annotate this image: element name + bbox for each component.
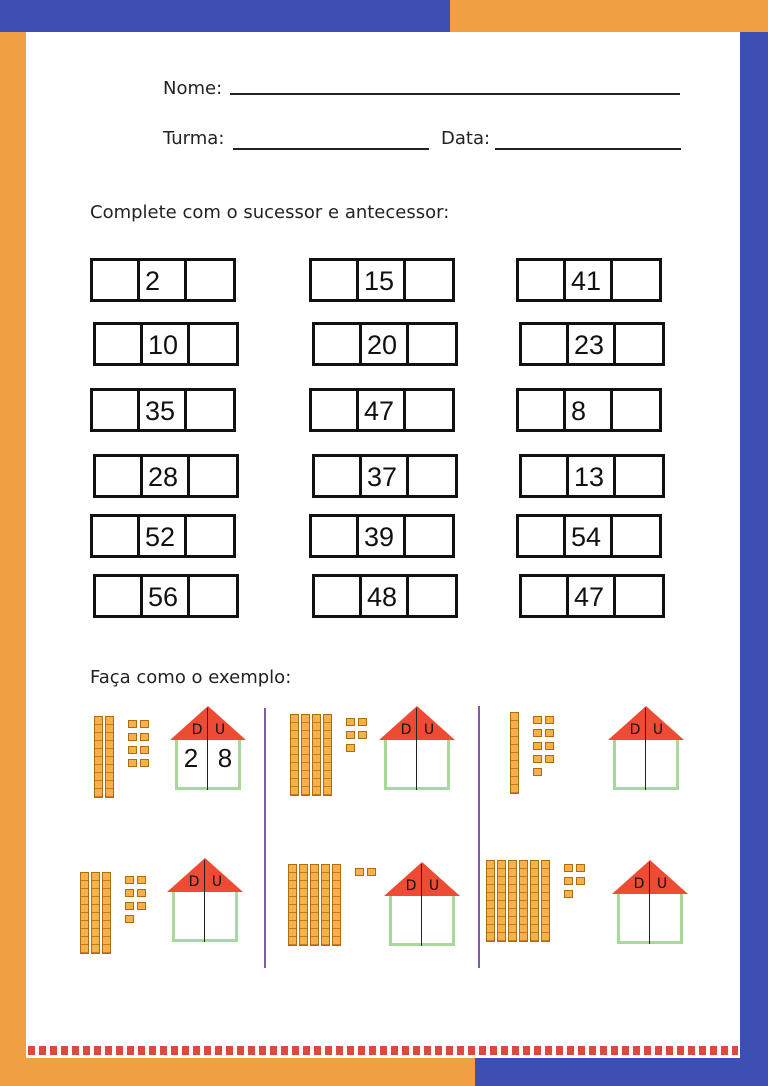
frame-left	[0, 32, 26, 1086]
house-divider	[421, 864, 422, 946]
frame-top-blue	[0, 0, 450, 32]
predecessor-blank[interactable]	[315, 577, 359, 615]
tens-label: D	[400, 722, 412, 738]
ten-rod	[94, 716, 103, 798]
example-instruction: Faça como o exemplo:	[90, 667, 292, 688]
number-box	[309, 258, 455, 302]
successor-blank[interactable]	[190, 457, 236, 495]
given-number: 8	[563, 391, 613, 429]
ten-rod	[290, 714, 299, 796]
successor-blank[interactable]	[406, 391, 452, 429]
units-label: U	[656, 876, 668, 892]
number-box	[519, 454, 665, 498]
units-label: U	[211, 874, 223, 890]
given-number: 37	[359, 457, 409, 495]
given-number: 39	[356, 517, 406, 555]
unit-cube	[128, 746, 137, 754]
ten-rod	[530, 860, 539, 942]
successor-blank[interactable]	[190, 577, 236, 615]
place-value-house	[170, 706, 246, 790]
ten-rod	[519, 860, 528, 942]
place-value-house	[379, 706, 455, 790]
ten-rod	[301, 714, 310, 796]
predecessor-blank[interactable]	[96, 325, 140, 363]
unit-cube	[533, 742, 542, 750]
number-box	[90, 388, 236, 432]
given-number: 35	[137, 391, 187, 429]
unit-cube	[545, 755, 554, 763]
given-number: 47	[566, 577, 616, 615]
number-box	[93, 454, 239, 498]
unit-cube	[140, 720, 149, 728]
ten-rod	[497, 860, 506, 942]
unit-cube	[125, 889, 134, 897]
unit-cube	[128, 759, 137, 767]
house-divider	[645, 708, 646, 790]
successor-blank[interactable]	[616, 577, 662, 615]
given-number: 48	[359, 577, 409, 615]
unit-cube	[346, 744, 355, 752]
unit-cube	[125, 876, 134, 884]
given-number: 52	[137, 517, 187, 555]
example-units-digit: 8	[217, 743, 233, 773]
given-number: 2	[137, 261, 187, 299]
number-box	[519, 322, 665, 366]
unit-cube	[128, 733, 137, 741]
name-field[interactable]	[230, 93, 680, 95]
predecessor-blank[interactable]	[93, 391, 137, 429]
number-box	[312, 574, 458, 618]
class-field[interactable]	[233, 148, 429, 150]
given-number: 23	[566, 325, 616, 363]
successor-blank[interactable]	[187, 517, 233, 555]
ten-rod	[510, 712, 519, 794]
unit-cube	[533, 755, 542, 763]
unit-cube	[128, 720, 137, 728]
house-roof	[384, 862, 460, 896]
unit-cube	[140, 733, 149, 741]
unit-cube	[564, 864, 573, 872]
number-box	[93, 574, 239, 618]
unit-cube	[358, 731, 367, 739]
tens-label: D	[629, 722, 641, 738]
predecessor-blank[interactable]	[93, 261, 137, 299]
house-body[interactable]	[384, 740, 450, 790]
place-value-house	[612, 860, 688, 944]
column-divider-right	[478, 706, 480, 968]
ten-rod	[102, 872, 111, 954]
name-label: Nome:	[163, 78, 223, 99]
number-box	[312, 322, 458, 366]
predecessor-blank[interactable]	[312, 517, 356, 555]
frame-bottom-blue	[475, 1058, 768, 1086]
successor-blank[interactable]	[406, 261, 452, 299]
unit-cube	[533, 768, 542, 776]
unit-cube	[545, 716, 554, 724]
place-value-house	[167, 858, 243, 942]
frame-bottom-orange	[0, 1058, 475, 1086]
predecessor-blank[interactable]	[522, 457, 566, 495]
unit-cube	[137, 889, 146, 897]
number-box	[90, 258, 236, 302]
successor-blank[interactable]	[613, 261, 659, 299]
unit-cube	[140, 759, 149, 767]
predecessor-blank[interactable]	[519, 391, 563, 429]
given-number: 15	[356, 261, 406, 299]
tens-label: D	[188, 874, 200, 890]
date-field[interactable]	[495, 148, 681, 150]
house-roof	[379, 706, 455, 740]
house-body[interactable]	[389, 896, 455, 946]
frame-right	[740, 32, 768, 1086]
ten-rod	[80, 872, 89, 954]
unit-cube	[355, 868, 364, 876]
house-body[interactable]	[617, 894, 683, 944]
predecessor-blank[interactable]	[315, 457, 359, 495]
ten-rod	[541, 860, 550, 942]
unit-cube	[545, 729, 554, 737]
unit-cube	[533, 716, 542, 724]
predecessor-blank[interactable]	[96, 457, 140, 495]
predecessor-blank[interactable]	[522, 325, 566, 363]
predecessor-blank[interactable]	[519, 261, 563, 299]
ten-rod	[312, 714, 321, 796]
ten-rod	[310, 864, 319, 946]
given-number: 20	[359, 325, 409, 363]
number-box	[309, 514, 455, 558]
unit-cube	[545, 742, 554, 750]
frame-top-orange	[450, 0, 768, 32]
successor-blank[interactable]	[190, 325, 236, 363]
successor-blank[interactable]	[409, 325, 455, 363]
predecessor-blank[interactable]	[93, 517, 137, 555]
predecessor-blank[interactable]	[312, 391, 356, 429]
given-number: 56	[140, 577, 190, 615]
given-number: 13	[566, 457, 616, 495]
date-label: Data:	[441, 128, 491, 149]
predecessor-blank[interactable]	[522, 577, 566, 615]
unit-cube	[358, 718, 367, 726]
place-value-house	[384, 862, 460, 946]
ten-rod	[299, 864, 308, 946]
predecessor-blank[interactable]	[519, 517, 563, 555]
unit-cube	[533, 729, 542, 737]
tens-label: D	[405, 878, 417, 894]
number-box	[309, 388, 455, 432]
number-box	[312, 454, 458, 498]
house-divider	[416, 708, 417, 790]
units-label: U	[428, 878, 440, 894]
ten-rod	[332, 864, 341, 946]
given-number: 54	[563, 517, 613, 555]
successor-predecessor-instruction: Complete com o sucessor e antecessor:	[90, 202, 450, 223]
number-box	[519, 574, 665, 618]
unit-cube	[137, 902, 146, 910]
place-value-house	[608, 706, 684, 790]
number-box	[93, 322, 239, 366]
predecessor-blank[interactable]	[96, 577, 140, 615]
ten-rod	[288, 864, 297, 946]
successor-blank[interactable]	[613, 517, 659, 555]
tens-label: D	[191, 722, 203, 738]
predecessor-blank[interactable]	[312, 261, 356, 299]
number-box	[516, 388, 662, 432]
class-label: Turma:	[163, 128, 225, 149]
predecessor-blank[interactable]	[315, 325, 359, 363]
house-roof	[612, 860, 688, 894]
given-number: 47	[356, 391, 406, 429]
ten-rod	[105, 716, 114, 798]
successor-blank[interactable]	[409, 457, 455, 495]
unit-cube	[140, 746, 149, 754]
number-box	[516, 514, 662, 558]
successor-blank[interactable]	[616, 325, 662, 363]
given-number: 10	[140, 325, 190, 363]
ten-rod	[323, 714, 332, 796]
house-roof	[167, 858, 243, 892]
number-box	[516, 258, 662, 302]
unit-cube	[576, 864, 585, 872]
unit-cube	[564, 890, 573, 898]
house-body[interactable]	[172, 892, 238, 942]
successor-blank[interactable]	[409, 577, 455, 615]
unit-cube	[125, 915, 134, 923]
house-roof	[170, 706, 246, 740]
number-box	[90, 514, 236, 558]
unit-cube	[346, 731, 355, 739]
house-divider	[207, 708, 208, 790]
successor-blank[interactable]	[187, 261, 233, 299]
column-divider-left	[264, 708, 266, 968]
house-body[interactable]	[613, 740, 679, 790]
ten-rod	[91, 872, 100, 954]
house-divider	[649, 862, 650, 944]
units-label: U	[423, 722, 435, 738]
decorative-dash-strip	[28, 1046, 738, 1055]
given-number: 41	[563, 261, 613, 299]
house-divider	[204, 860, 205, 942]
successor-blank[interactable]	[406, 517, 452, 555]
successor-blank[interactable]	[187, 391, 233, 429]
ten-rod	[508, 860, 517, 942]
unit-cube	[576, 877, 585, 885]
successor-blank[interactable]	[613, 391, 659, 429]
unit-cube	[346, 718, 355, 726]
example-tens-digit: 2	[183, 743, 199, 773]
unit-cube	[125, 902, 134, 910]
given-number: 28	[140, 457, 190, 495]
ten-rod	[486, 860, 495, 942]
units-label: U	[214, 722, 226, 738]
unit-cube	[367, 868, 376, 876]
house-roof	[608, 706, 684, 740]
units-label: U	[652, 722, 664, 738]
unit-cube	[564, 877, 573, 885]
tens-label: D	[633, 876, 645, 892]
ten-rod	[321, 864, 330, 946]
successor-blank[interactable]	[616, 457, 662, 495]
unit-cube	[137, 876, 146, 884]
